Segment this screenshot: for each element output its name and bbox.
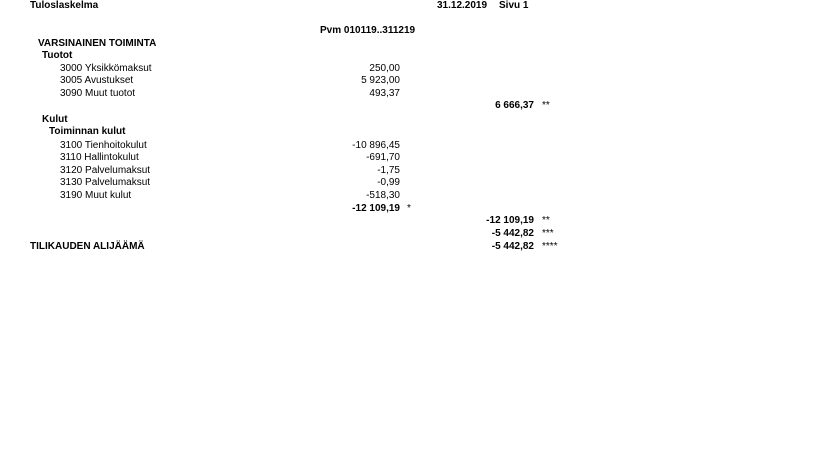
expense-amount-3190: -518,30 [366,190,400,201]
result-marker: **** [542,241,558,252]
expense-amount-3120: -1,75 [377,165,400,176]
operating-costs-total-amount: -12 109,19 [352,203,400,214]
income-total-amount: 6 666,37 [495,100,534,111]
income-amount-3005: 5 923,00 [361,75,400,86]
report-date: 31.12.2019 [437,0,488,11]
operating-costs-heading: Toiminnan kulut [49,126,126,137]
section-total-marker: *** [542,228,554,239]
expense-account-3190: 3190 Muut kulut [60,190,132,201]
expense-account-3130: 3130 Palvelumaksut [60,177,151,188]
expense-account-3110: 3110 Hallintokulut [60,152,139,163]
report-period: Pvm 010119..311219 [320,25,416,36]
report-title: Tuloslaskelma [30,0,99,11]
income-account-3090: 3090 Muut tuotot [60,88,136,99]
income-amount-3090: 493,37 [369,88,400,99]
expense-amount-3130: -0,99 [377,177,400,188]
expenses-heading: Kulut [42,114,68,125]
income-total-marker: ** [542,100,550,111]
section-total-amount: -5 442,82 [491,228,534,239]
income-account-3000: 3000 Yksikkömaksut [60,63,152,74]
income-heading: Tuotot [42,50,73,61]
operating-costs-total-marker: * [407,203,411,214]
expense-account-3120: 3120 Palvelumaksut [60,165,151,176]
income-amount-3000: 250,00 [369,63,400,74]
expenses-total-amount: -12 109,19 [486,215,534,226]
section-title: VARSINAINEN TOIMINTA [38,38,157,49]
expense-account-3100: 3100 Tienhoitokulut [60,140,147,151]
page-number: Sivu 1 [499,0,529,11]
expenses-total-marker: ** [542,215,550,226]
expense-amount-3100: -10 896,45 [352,140,400,151]
result-label: TILIKAUDEN ALIJÄÄMÄ [30,241,145,252]
result-amount: -5 442,82 [491,241,534,252]
income-account-3005: 3005 Avustukset [60,75,134,86]
expense-amount-3110: -691,70 [366,152,400,163]
